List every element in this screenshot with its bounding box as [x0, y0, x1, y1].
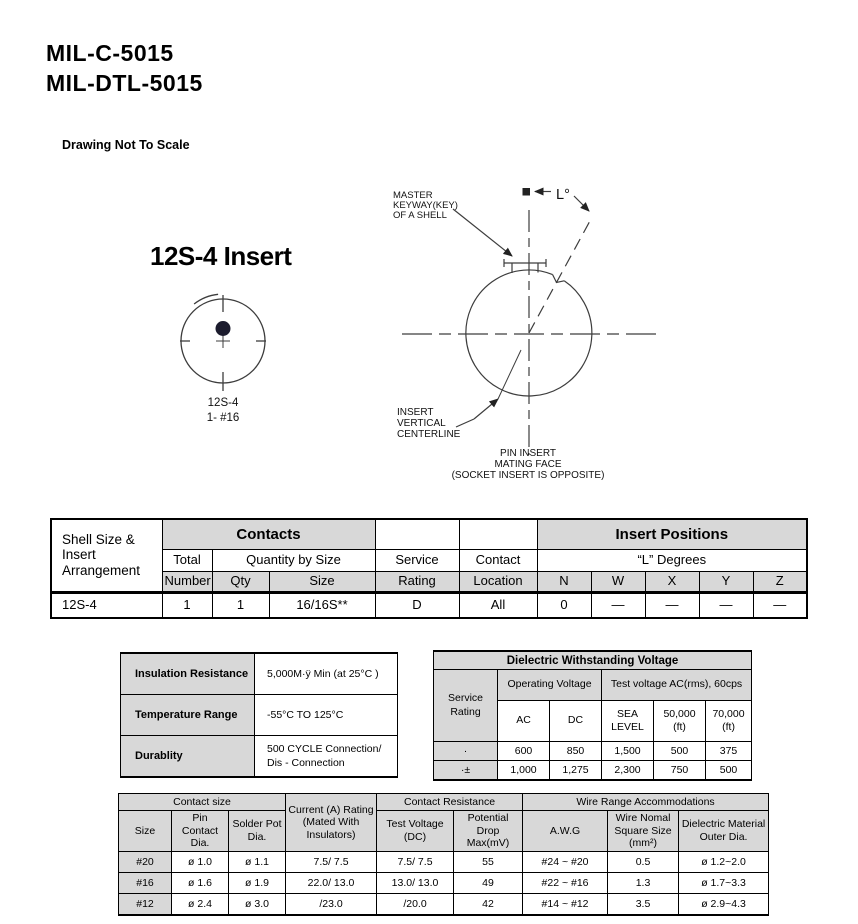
insert-face-diagram [158, 270, 290, 428]
th-ac: AC [498, 701, 550, 742]
spec-label-insulation: Insulation Resistance [121, 653, 255, 695]
cell-location: All [459, 592, 537, 618]
centerline-label-2: VERTICAL [397, 418, 446, 429]
table-row [119, 794, 769, 811]
cell-awg-12: #14 ~ #12 [523, 894, 608, 916]
cell-tv-16: 13.0/ 13.0 [377, 873, 454, 894]
th-sea-level: SEA LEVEL [602, 701, 654, 742]
th-dc: DC [550, 701, 602, 742]
document-title [46, 38, 203, 98]
cell-solder-12: ø 3.0 [229, 894, 286, 916]
th-solder-dia: Solder Pot Dia. [229, 811, 286, 852]
spec-label-durability: Durablity [121, 736, 255, 778]
th-pos-z: Z [753, 571, 807, 592]
table-row [434, 651, 752, 670]
keyway-label-3: OF A SHELL [393, 210, 447, 221]
cell-x: — [645, 592, 699, 618]
th-number: Number [162, 571, 212, 592]
keyway-label-1: MASTER [393, 190, 433, 201]
th-contact-size-group: Contact size [119, 794, 286, 811]
th-pos-x: X [645, 571, 699, 592]
drawing-note: Drawing Not To Scale [62, 138, 190, 152]
table-row [121, 653, 398, 695]
angle-arrow-right [574, 196, 589, 211]
cell-y: — [699, 592, 753, 618]
cell-w: — [591, 592, 645, 618]
th-rating: Rating [375, 571, 459, 592]
cell-sq-12: 3.5 [608, 894, 679, 916]
insert-face-lines [180, 294, 266, 391]
th-test-voltage-dc: Test Voltage (DC) [377, 811, 454, 852]
th-insert-positions-group: Insert Positions [537, 519, 807, 549]
cell-sea-1: 1,500 [602, 742, 654, 761]
th-blank-1 [375, 519, 459, 549]
th-outer-dia: Dielectric Material Outer Dia. [679, 811, 769, 852]
th-shell-size: Shell Size & Insert Arrangement [51, 519, 162, 592]
insert-position-line [529, 219, 591, 333]
cell-n: 0 [537, 592, 591, 618]
insert-caption-2: 1- #16 [206, 412, 240, 424]
title-line-1: MIL-C-5015 [46, 40, 174, 66]
th-test-voltage: Test voltage AC(rms), 60cps [602, 670, 752, 701]
vertical-reference-mark [523, 188, 531, 196]
th-pos-w: W [591, 571, 645, 592]
th-dielectric-title: Dielectric Withstanding Voltage [434, 651, 752, 670]
table-row [434, 670, 752, 701]
th-contacts-group: Contacts [162, 519, 375, 549]
cell-current-20: 7.5/ 7.5 [286, 852, 377, 873]
cell-sq-16: 1.3 [608, 873, 679, 894]
spec-value-durability: 500 CYCLE Connection/ Dis - Connection [255, 736, 398, 778]
th-50000ft: 50,000 (ft) [654, 701, 706, 742]
table-row [121, 736, 398, 778]
cell-pd-12: 42 [454, 894, 523, 916]
table-row [119, 894, 769, 916]
th-total: Total [162, 549, 212, 571]
table-row [119, 873, 769, 894]
pin-contact-dot [216, 321, 231, 336]
th-potential-drop: Potential Drop Max(mV) [454, 811, 523, 852]
dielectric-table [433, 650, 752, 781]
cell-rating-1: · [434, 742, 498, 761]
table-row [434, 761, 752, 781]
cell-pin-16: ø 1.6 [172, 873, 229, 894]
centerline-label-1: INSERT [397, 407, 434, 418]
cell-50k-2: 750 [654, 761, 706, 781]
table-row [51, 592, 807, 618]
cell-pd-16: 49 [454, 873, 523, 894]
cell-rating-2: ·± [434, 761, 498, 781]
spec-value-temperature: -55°C TO 125°C [255, 695, 398, 736]
th-contact-resistance-group: Contact Resistance [377, 794, 523, 811]
mating-face-label-1: PIN INSERT [500, 448, 556, 459]
angle-label: L° [556, 187, 570, 203]
cell-70k-2: 500 [706, 761, 752, 781]
centerline-label-3: CENTERLINE [397, 429, 461, 440]
th-awg: A.W.G [523, 811, 608, 852]
cell-size: 16/16S** [269, 592, 375, 618]
cell-50k-1: 500 [654, 742, 706, 761]
table-row [434, 742, 752, 761]
cell-pin-12: ø 2.4 [172, 894, 229, 916]
cell-awg-16: #22 ~ #16 [523, 873, 608, 894]
spec-table [120, 652, 398, 778]
cell-od-16: ø 1.7~3.3 [679, 873, 769, 894]
th-service-rating: Service Rating [434, 670, 498, 742]
spec-label-temperature: Temperature Range [121, 695, 255, 736]
cell-dc-1: 850 [550, 742, 602, 761]
centerline-leader-tail [498, 350, 521, 399]
cell-size-20: #20 [119, 852, 172, 873]
cell-current-16: 22.0/ 13.0 [286, 873, 377, 894]
cell-ac-2: 1,000 [498, 761, 550, 781]
th-contact: Contact [459, 549, 537, 571]
table-row [51, 571, 807, 592]
cell-solder-20: ø 1.1 [229, 852, 286, 873]
cell-total: 1 [162, 592, 212, 618]
th-operating-voltage: Operating Voltage [498, 670, 602, 701]
table-row [119, 852, 769, 873]
arrangement-table [50, 518, 808, 619]
table-row [121, 695, 398, 736]
keyway-label-2: KEYWAY(KEY) [393, 200, 458, 211]
cell-70k-1: 375 [706, 742, 752, 761]
cell-tv-12: /20.0 [377, 894, 454, 916]
cell-rating: D [375, 592, 459, 618]
shell-orientation-diagram [385, 178, 715, 488]
cell-pin-20: ø 1.0 [172, 852, 229, 873]
cell-current-12: /23.0 [286, 894, 377, 916]
th-quantity-by-size: Quantity by Size [212, 549, 375, 571]
cell-dc-2: 1,275 [550, 761, 602, 781]
cell-tv-20: 7.5/ 7.5 [377, 852, 454, 873]
cell-pd-20: 55 [454, 852, 523, 873]
keyway-leader-line [453, 209, 512, 256]
th-current-rating: Current (A) Rating (Mated With Insulators) [286, 794, 377, 852]
th-square-size: Wire Nomal Square Size (mm²) [608, 811, 679, 852]
th-pin-dia: Pin Contact Dia. [172, 811, 229, 852]
cell-ac-1: 600 [498, 742, 550, 761]
table-row [51, 549, 807, 571]
contact-table [118, 793, 769, 916]
th-pos-n: N [537, 571, 591, 592]
th-wire-range-group: Wire Range Accommodations [523, 794, 769, 811]
th-size: Size [269, 571, 375, 592]
cell-shell: 12S-4 [51, 592, 162, 618]
mating-face-label-3: (SOCKET INSERT IS OPPOSITE) [451, 470, 605, 481]
th-qty: Qty [212, 571, 269, 592]
insert-view-title: 12S-4 Insert [150, 241, 292, 271]
spec-value-insulation: 5,000M·ÿ Min (at 25°C ) [255, 653, 398, 695]
cell-z: — [753, 592, 807, 618]
title-line-2: MIL-DTL-5015 [46, 70, 203, 96]
insert-caption-1: 12S-4 [207, 397, 239, 409]
cell-od-20: ø 1.2~2.0 [679, 852, 769, 873]
th-pos-y: Y [699, 571, 753, 592]
shell-lines [402, 192, 657, 456]
table-row [119, 811, 769, 852]
th-70000ft: 70,000 (ft) [706, 701, 752, 742]
cell-sq-20: 0.5 [608, 852, 679, 873]
mating-face-label-2: MATING FACE [494, 459, 562, 470]
cell-size-12: #12 [119, 894, 172, 916]
cell-od-12: ø 2.9~4.3 [679, 894, 769, 916]
cell-sea-2: 2,300 [602, 761, 654, 781]
cell-solder-16: ø 1.9 [229, 873, 286, 894]
th-location: Location [459, 571, 537, 592]
centerline-leader-start [456, 419, 474, 427]
cell-qty: 1 [212, 592, 269, 618]
th-l-degrees: “L” Degrees [537, 549, 807, 571]
th-blank-2 [459, 519, 537, 549]
th-service: Service [375, 549, 459, 571]
table-row [51, 519, 807, 549]
th-size-col: Size [119, 811, 172, 852]
cell-awg-20: #24 ~ #20 [523, 852, 608, 873]
cell-size-16: #16 [119, 873, 172, 894]
centerline-leader-arrow [474, 399, 498, 419]
